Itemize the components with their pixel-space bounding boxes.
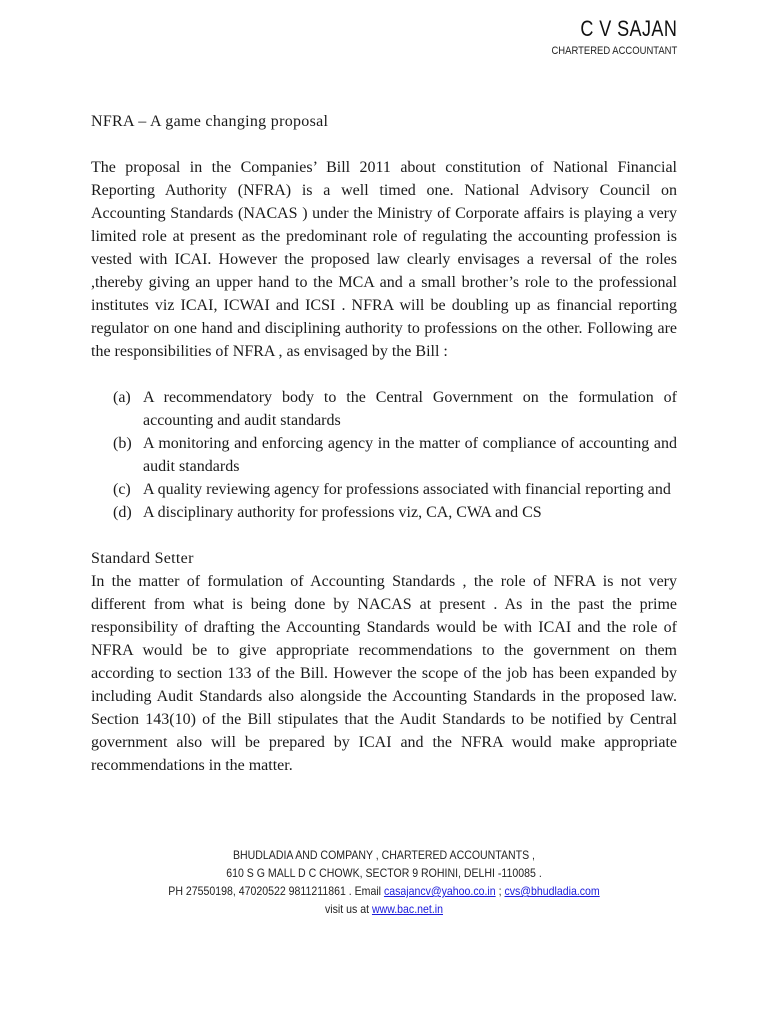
footer-address: 610 S G MALL D C CHOWK, SECTOR 9 ROHINI, DELHI -110085 . — [226, 866, 542, 880]
list-item-text: A recommendatory body to the Central Government on the formulation of accounting and audit standards — [143, 389, 677, 429]
document-body — [91, 110, 677, 777]
list-marker: (a) — [113, 389, 131, 406]
standard-setter-paragraph: In the matter of formulation of Accounting Standards , the role of NFRA is not very different from what is being done by NACAS at present . As in the past the prime responsibility of drafting the Accounting Standards would be with ICAI and the role of NFRA would be to give appropriate recommendations to the government on them according to section 133 of the Bill. However the scope of the job has been expanded by including Audit Standards also alongside the Accounting Standards in the proposed law. Section 143(10) of the Bill stipulates that the Audit Standards to be notified by Central government also will be prepared by ICAI and the NFRA would make appropriate recommendations in the matter. — [91, 573, 677, 774]
section-heading-standard-setter: Standard Setter — [91, 550, 194, 567]
letterhead — [531, 14, 677, 58]
visit-label: visit us at — [324, 902, 372, 916]
website-link[interactable]: www.bac.net.in — [371, 902, 443, 916]
list-item — [91, 478, 677, 501]
list-item-text: A monitoring and enforcing agency in the matter of compliance of accounting and audit standards — [143, 435, 677, 475]
list-item-text: A quality reviewing agency for professions associated with financial reporting and — [143, 481, 671, 498]
document-title: NFRA – A game changing proposal — [91, 113, 329, 130]
list-marker: (d) — [113, 504, 132, 521]
list-item — [91, 501, 677, 524]
footer-contact — [46, 882, 722, 900]
footer-phone: PH 27550198, 47020522 9811211861 . Email — [168, 884, 384, 898]
list-marker: (c) — [113, 481, 131, 498]
email-separator: ; — [495, 884, 505, 898]
footer — [0, 846, 768, 918]
list-item-text: A disciplinary authority for professions viz, CA, CWA and CS — [143, 504, 542, 521]
list-item — [91, 432, 677, 478]
email-link-bhudladia[interactable]: cvs@bhudladia.com — [504, 884, 600, 898]
letterhead-name: C V SAJAN — [580, 16, 677, 41]
email-link-yahoo[interactable]: casajancv@yahoo.co.in — [383, 884, 496, 898]
list-marker: (b) — [113, 435, 132, 452]
intro-paragraph: The proposal in the Companies’ Bill 2011 about constitution of National Financial Reporting Authority (NFRA) is a well timed one. National Advisory Council on Accounting Standards (NACAS ) under the Ministry of Corporate affairs is playing a very limited role at present as the predominant role of regulating the accounting profession is vested with ICAI. However the proposed law clearly envisages a reversal of the roles ,thereby giving an upper hand to the MCA and a small brother’s role to the professional institutes viz ICAI, ICWAI and ICSI . NFRA will be doubling up as financial reporting regulator on one hand and disciplining authority to professions on the other. Following are the responsibilities of NFRA , as envisaged by the Bill : — [91, 159, 677, 360]
footer-website-line — [46, 900, 722, 918]
footer-firm: BHUDLADIA AND COMPANY , CHARTERED ACCOUNTANTS , — [232, 848, 535, 862]
list-item — [91, 386, 677, 432]
letterhead-title: CHARTERED ACCOUNTANT — [551, 45, 677, 57]
responsibilities-list — [91, 386, 677, 524]
